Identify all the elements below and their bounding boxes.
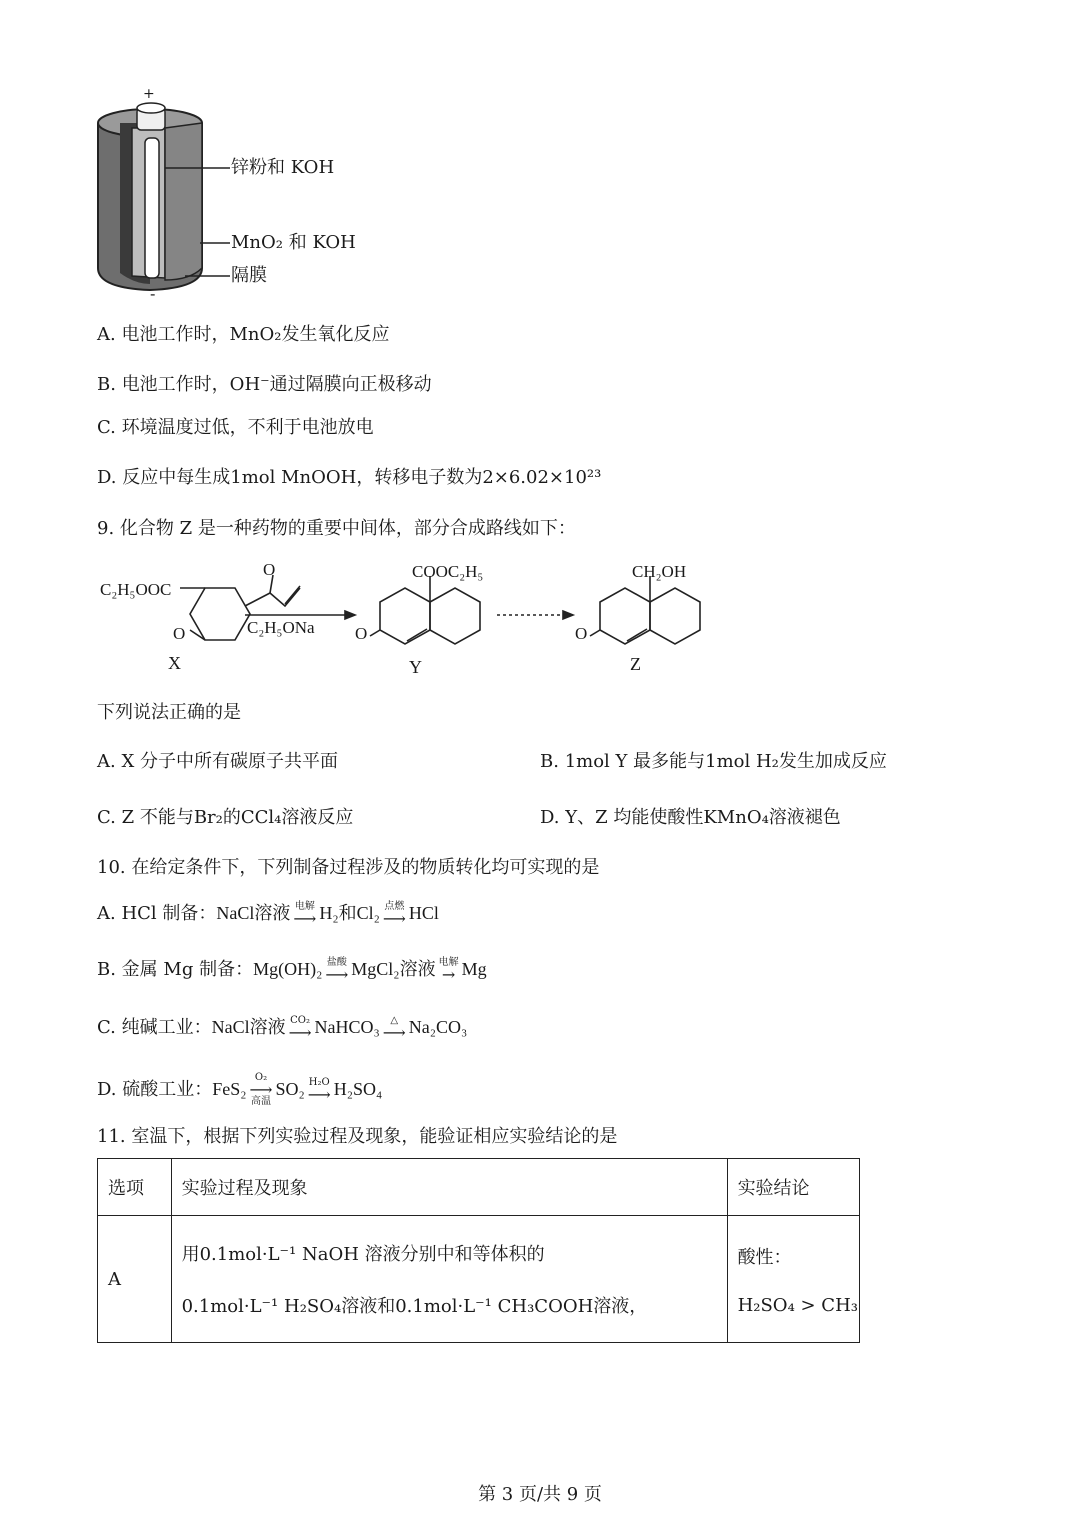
option-letter: A.: [97, 324, 116, 345]
battery-plus-sign: +: [143, 86, 155, 102]
q9-synthesis-scheme: [95, 558, 715, 683]
option-letter: C.: [97, 807, 116, 828]
species-1: NaCl溶液: [216, 903, 291, 924]
reaction-arrow-1: [293, 902, 316, 926]
arrow-condition: △: [390, 1015, 399, 1026]
q9-option-d: [540, 807, 841, 829]
z-oxygen: O: [575, 624, 588, 643]
q9-option-a: [97, 751, 338, 773]
species-3: HCl: [408, 903, 439, 924]
x-oxygen: O: [173, 624, 186, 643]
row-option: A: [98, 1216, 172, 1343]
species-2: NaHCO₃: [314, 1017, 380, 1038]
option-text: Z 不能与Br₂的CCl₄溶液反应: [121, 807, 354, 828]
species-3: Na₂CO₃: [408, 1017, 468, 1038]
option-prefix: B. 金属 Mg 制备：: [97, 959, 254, 981]
page-footer: 第 3 页/共 9 页: [478, 1484, 602, 1505]
battery-figure: [90, 88, 360, 303]
reaction-arrow-1: [289, 1016, 312, 1040]
conclusion-line-1: 酸性：: [737, 1246, 792, 1268]
battery-diagram: [90, 88, 360, 303]
q11-stem: 11. 室温下，根据下列实验过程及现象，能验证相应实验结论的是: [97, 1126, 618, 1147]
q8-option-b: [97, 374, 432, 396]
option-text: X 分子中所有碳原子共平面: [121, 751, 339, 772]
header-procedure: 实验过程及现象: [171, 1159, 727, 1216]
reaction-arrow-1: [325, 958, 348, 982]
arrow-condition: H₂O: [308, 1077, 330, 1088]
option-prefix: A. HCl 制备：: [97, 903, 217, 925]
q10-stem: 10. 在给定条件下，下列制备过程涉及的物质转化均可实现的是: [97, 857, 600, 878]
option-prefix: C. 纯碱工业：: [97, 1017, 212, 1039]
q9-option-b: [540, 751, 887, 773]
z-ring-left: [600, 588, 650, 644]
arrow-condition-below: 高温: [251, 1096, 271, 1107]
arrow-icon: ⟶: [307, 1085, 331, 1104]
option-text: 反应中每生成1mol MnOOH，转移电子数为2×6.02×10²³: [122, 467, 602, 488]
reaction-arrow-2: [439, 958, 459, 982]
species-2: H₂和Cl₂: [319, 903, 380, 924]
y-ring-right: [430, 588, 480, 644]
option-text: Y、Z 均能使酸性KMnO₄溶液褪色: [565, 807, 841, 828]
option-letter: B.: [540, 751, 559, 772]
arrow-icon: ⟶: [249, 1080, 273, 1099]
arrow-condition: CO₂: [290, 1015, 310, 1026]
arrow-icon: ⟶: [382, 909, 406, 928]
reaction-arrow-1: [250, 1073, 273, 1107]
procedure-line-2: 0.1mol·L⁻¹ H₂SO₄溶液和0.1mol·L⁻¹ CH₃COOH溶液，: [181, 1296, 648, 1317]
q10-option-d: [97, 1073, 382, 1107]
arrow-icon: ⟶: [382, 1023, 406, 1042]
experiment-table: [97, 1158, 860, 1343]
option-text: 1mol Y 最多能与1mol H₂发生加成反应: [564, 751, 887, 772]
x-ring: [190, 588, 250, 640]
y-ring-left: [380, 588, 430, 644]
y-label: Y: [409, 657, 422, 677]
reagent-oxygen: O: [263, 560, 276, 579]
label-mno2: MnO₂ 和 KOH: [231, 232, 356, 253]
battery-minus-sign: -: [150, 284, 156, 303]
arrow-icon: ⟶: [325, 965, 349, 984]
x-substituent: C₂H₅OOC: [100, 580, 172, 599]
q9-stem: 9. 化合物 Z 是一种药物的重要中间体，部分合成路线如下：: [97, 518, 576, 539]
option-letter: A.: [97, 751, 116, 772]
arrow-condition: 点燃: [384, 901, 405, 912]
z-ring-right: [650, 588, 700, 644]
option-letter: B.: [97, 374, 116, 395]
arrow-condition: O₂: [254, 1072, 268, 1083]
option-letter: D.: [97, 467, 117, 488]
q9-prompt: 下列说法正确的是: [97, 702, 241, 723]
z-label: Z: [630, 654, 641, 674]
q8-option-d: [97, 467, 601, 489]
table-header-row: [98, 1159, 860, 1216]
species-2: SO₂: [275, 1079, 305, 1100]
q8-option-a: [97, 324, 389, 346]
arrow-icon: ⟶: [293, 909, 317, 928]
y-oxygen: O: [355, 624, 368, 643]
option-text: 电池工作时，MnO₂发生氧化反应: [121, 324, 390, 345]
label-zinc: 锌粉和 KOH: [231, 157, 335, 178]
reagent-condition: C₂H₅ONa: [247, 618, 315, 637]
header-conclusion: 实验结论: [727, 1159, 859, 1216]
arrow-condition: 电解: [438, 957, 459, 968]
species-1: FeS₂: [212, 1079, 247, 1100]
arrow-condition: 盐酸: [326, 957, 347, 968]
option-letter: C.: [97, 417, 116, 438]
synthesis-structures: [95, 558, 715, 683]
species-2: MgCl₂溶液: [351, 959, 436, 980]
header-option: 选项: [98, 1159, 172, 1216]
y-substituent: COOC₂H₅: [412, 562, 484, 581]
q10-option-a: [97, 902, 439, 926]
x-label: X: [168, 653, 181, 673]
species-1: NaCl溶液: [211, 1017, 286, 1038]
arrow-icon: ⟶: [288, 1023, 312, 1042]
q8-option-c: [97, 417, 374, 439]
reaction-arrow-2: [383, 902, 406, 926]
species-3: Mg: [461, 959, 487, 980]
q10-option-b: [97, 958, 487, 982]
option-text: 电池工作时，OH⁻通过隔膜向正极移动: [121, 374, 432, 395]
q9-option-c: [97, 807, 353, 829]
arrow-condition: 电解: [294, 901, 315, 912]
table-row: [98, 1216, 860, 1343]
conclusion-line-2: H₂SO₄ > CH₃: [737, 1294, 858, 1316]
option-letter: D.: [540, 807, 560, 828]
reaction-arrow-2: [308, 1078, 331, 1102]
q10-option-c: [97, 1016, 467, 1040]
species-1: Mg(OH)₂: [253, 959, 323, 980]
row-conclusion: [727, 1216, 859, 1343]
z-substituent: CH₂OH: [632, 562, 687, 581]
row-procedure: [171, 1216, 727, 1343]
arrow-icon: →: [441, 965, 456, 984]
reaction-arrow-2: [383, 1016, 406, 1040]
species-3: H₂SO₄: [333, 1079, 383, 1100]
option-text: 环境温度过低，不利于电池放电: [121, 417, 374, 438]
label-membrane: 隔膜: [231, 265, 267, 286]
procedure-line-1: 用0.1mol·L⁻¹ NaOH 溶液分别中和等体积的: [181, 1244, 545, 1265]
option-prefix: D. 硫酸工业：: [97, 1079, 213, 1101]
